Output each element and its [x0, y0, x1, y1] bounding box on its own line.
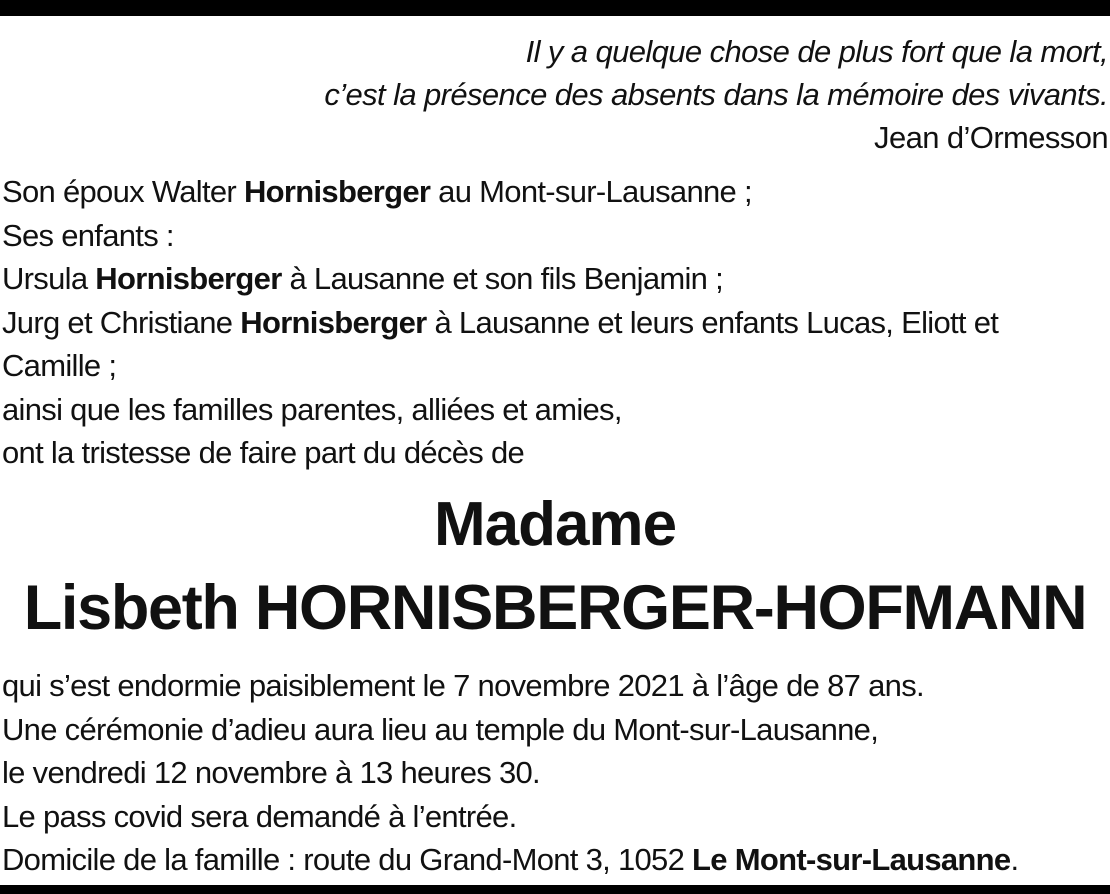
text-segment: Son époux Walter: [2, 174, 244, 209]
details-line: Le pass covid sera demandé à l’entrée.: [2, 798, 517, 834]
announcement-line: Ses enfants :: [2, 217, 174, 253]
details-line: qui s’est endormie paisiblement le 7 novembre 2021 à l’âge de 87 ans.: [2, 668, 924, 703]
text-segment: Domicile de la famille : route du Grand-Mont 3, 1052: [2, 842, 693, 877]
details-line: le vendredi 12 novembre à 13 heures 30.: [2, 755, 540, 790]
text-segment: à Lausanne et son fils Benjamin ;: [281, 261, 724, 296]
text-segment: Ursula: [2, 261, 96, 296]
text-segment: à Lausanne et leurs enfants Lucas, Eliott et: [426, 304, 999, 340]
text-segment: .: [1010, 842, 1019, 877]
quote-line-2: c’est la présence des absents dans la mémoire des vivants.: [324, 77, 1108, 112]
announcement-line: ainsi que les familles parentes, alliées et amies,: [2, 391, 622, 427]
surname-bold: Hornisberger: [240, 304, 427, 340]
family-announcement: [2, 170, 1102, 475]
bottom-border-rule: [0, 885, 1110, 894]
deceased-name: Lisbeth HORNISBERGER-HOFMANN: [23, 573, 1087, 643]
announcement-line: [2, 301, 1102, 345]
text-segment: au Mont-sur-Lausanne ;: [430, 174, 752, 209]
ceremony-details: [2, 664, 1108, 882]
announcement-line: [2, 257, 1102, 301]
details-line: Une cérémonie d’adieu aura lieu au temple du Mont-sur-Lausanne,: [2, 711, 879, 747]
epigraph-quote: [108, 30, 1108, 159]
locality-bold: Le Mont-sur-Lausanne: [692, 842, 1011, 877]
details-line: [2, 838, 1108, 882]
surname-bold: Hornisberger: [95, 261, 282, 296]
text-segment: Jurg et Christiane: [2, 304, 241, 340]
surname-bold: Hornisberger: [243, 174, 431, 209]
quote-author: Jean d’Ormesson: [874, 120, 1108, 155]
top-border-rule: [0, 0, 1110, 16]
announcement-line: [2, 170, 1102, 214]
announcement-line: ont la tristesse de faire part du décès de: [2, 435, 525, 470]
deceased-title: Madame: [433, 490, 677, 559]
quote-line-1: Il y a quelque chose de plus fort que la mort,: [525, 34, 1108, 69]
announcement-line: Camille ;: [2, 348, 117, 383]
